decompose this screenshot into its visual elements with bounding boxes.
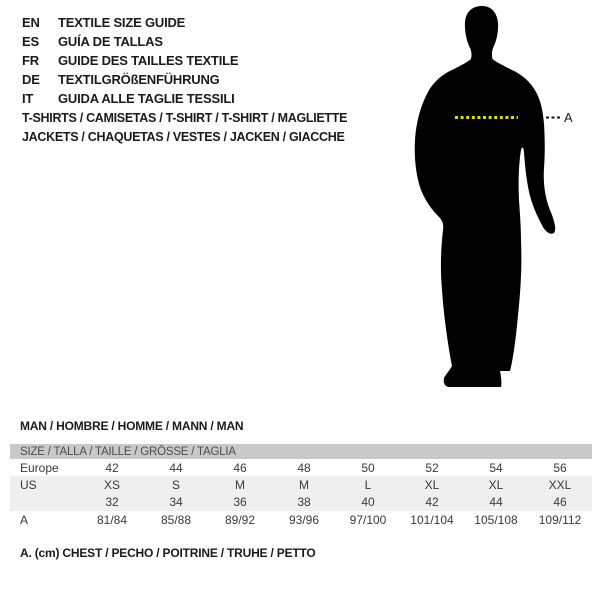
lang-row-it: [22, 89, 238, 108]
size-cell: 97/100: [349, 513, 387, 527]
size-table: [10, 444, 592, 529]
size-row-a-chest: [10, 511, 592, 529]
lang-label: TEXTILGRÖßENFÜHRUNG: [58, 72, 220, 87]
man-figure: [400, 0, 600, 400]
size-cell: XL: [488, 477, 504, 492]
size-cell: 42: [425, 495, 439, 509]
size-cell: 54: [489, 460, 503, 475]
size-cell: 105/108: [474, 513, 518, 527]
lang-row-es: [22, 32, 238, 51]
size-cell: L: [364, 477, 372, 492]
lang-row-en: [22, 13, 238, 32]
lang-code: EN: [22, 15, 40, 30]
garment-types-line2: JACKETS / CHAQUETAS / VESTES / JACKEN / GIACCHE: [22, 130, 345, 144]
size-cell: 40: [361, 495, 375, 509]
lang-code: FR: [22, 53, 39, 68]
row-label: US: [20, 477, 37, 492]
size-cell: M: [299, 477, 309, 492]
lang-row-de: [22, 70, 238, 89]
size-cell: 32: [105, 495, 119, 509]
garment-types-line1: T-SHIRTS / CAMISETAS / T-SHIRT / T-SHIRT / MAGLIETTE: [22, 111, 348, 125]
size-cell: 52: [425, 460, 439, 475]
size-cell: 48: [297, 460, 311, 475]
size-cell: 44: [489, 495, 503, 509]
size-cell: XS: [103, 477, 120, 492]
chest-footnote: A. (cm) CHEST / PECHO / POITRINE / TRUHE / PETTO: [20, 546, 316, 560]
size-cell: 46: [233, 460, 247, 475]
size-cell: 85/88: [160, 513, 192, 527]
size-cell: 44: [169, 460, 183, 475]
size-cell: 36: [233, 495, 247, 509]
size-row-us: [10, 476, 592, 493]
language-guide-list: [22, 13, 238, 108]
size-cell: 50: [361, 460, 375, 475]
size-cell: 46: [553, 495, 567, 509]
row-label: Europe: [20, 460, 59, 475]
size-row-us-numeric: [10, 493, 592, 511]
garment-types: [22, 109, 347, 147]
size-cell: 34: [169, 495, 183, 509]
lang-code: DE: [22, 72, 40, 87]
lang-label: GUÍA DE TALLAS: [58, 34, 163, 49]
size-cell: 81/84: [96, 513, 128, 527]
size-table-header: SIZE / TALLA / TAILLE / GRÖSSE / TAGLIA: [10, 444, 592, 459]
size-cell: M: [235, 477, 245, 492]
size-cell: 38: [297, 495, 311, 509]
size-cell: 93/96: [288, 513, 320, 527]
size-cell: XXL: [548, 477, 572, 492]
man-silhouette-svg: [400, 0, 600, 400]
size-cell: S: [171, 477, 180, 492]
lang-row-fr: [22, 51, 238, 70]
man-silhouette-path: [415, 6, 555, 387]
size-cell: 109/112: [538, 513, 582, 527]
row-label: A: [20, 513, 29, 527]
size-cell: XL: [424, 477, 440, 492]
lang-code: IT: [22, 91, 34, 106]
lang-label: GUIDA ALLE TAGLIE TESSILI: [58, 91, 235, 106]
lang-label: TEXTILE SIZE GUIDE: [58, 15, 186, 30]
lang-code: ES: [22, 34, 39, 49]
measure-label-a: A: [564, 110, 573, 125]
size-row-europe: [10, 459, 592, 476]
size-cell: 56: [553, 460, 567, 475]
size-cell: 101/104: [410, 513, 454, 527]
section-title-man: MAN / HOMBRE / HOMME / MANN / MAN: [20, 419, 244, 433]
size-cell: 42: [105, 460, 119, 475]
size-cell: 89/92: [224, 513, 256, 527]
lang-label: GUIDE DES TAILLES TEXTILE: [58, 53, 239, 68]
